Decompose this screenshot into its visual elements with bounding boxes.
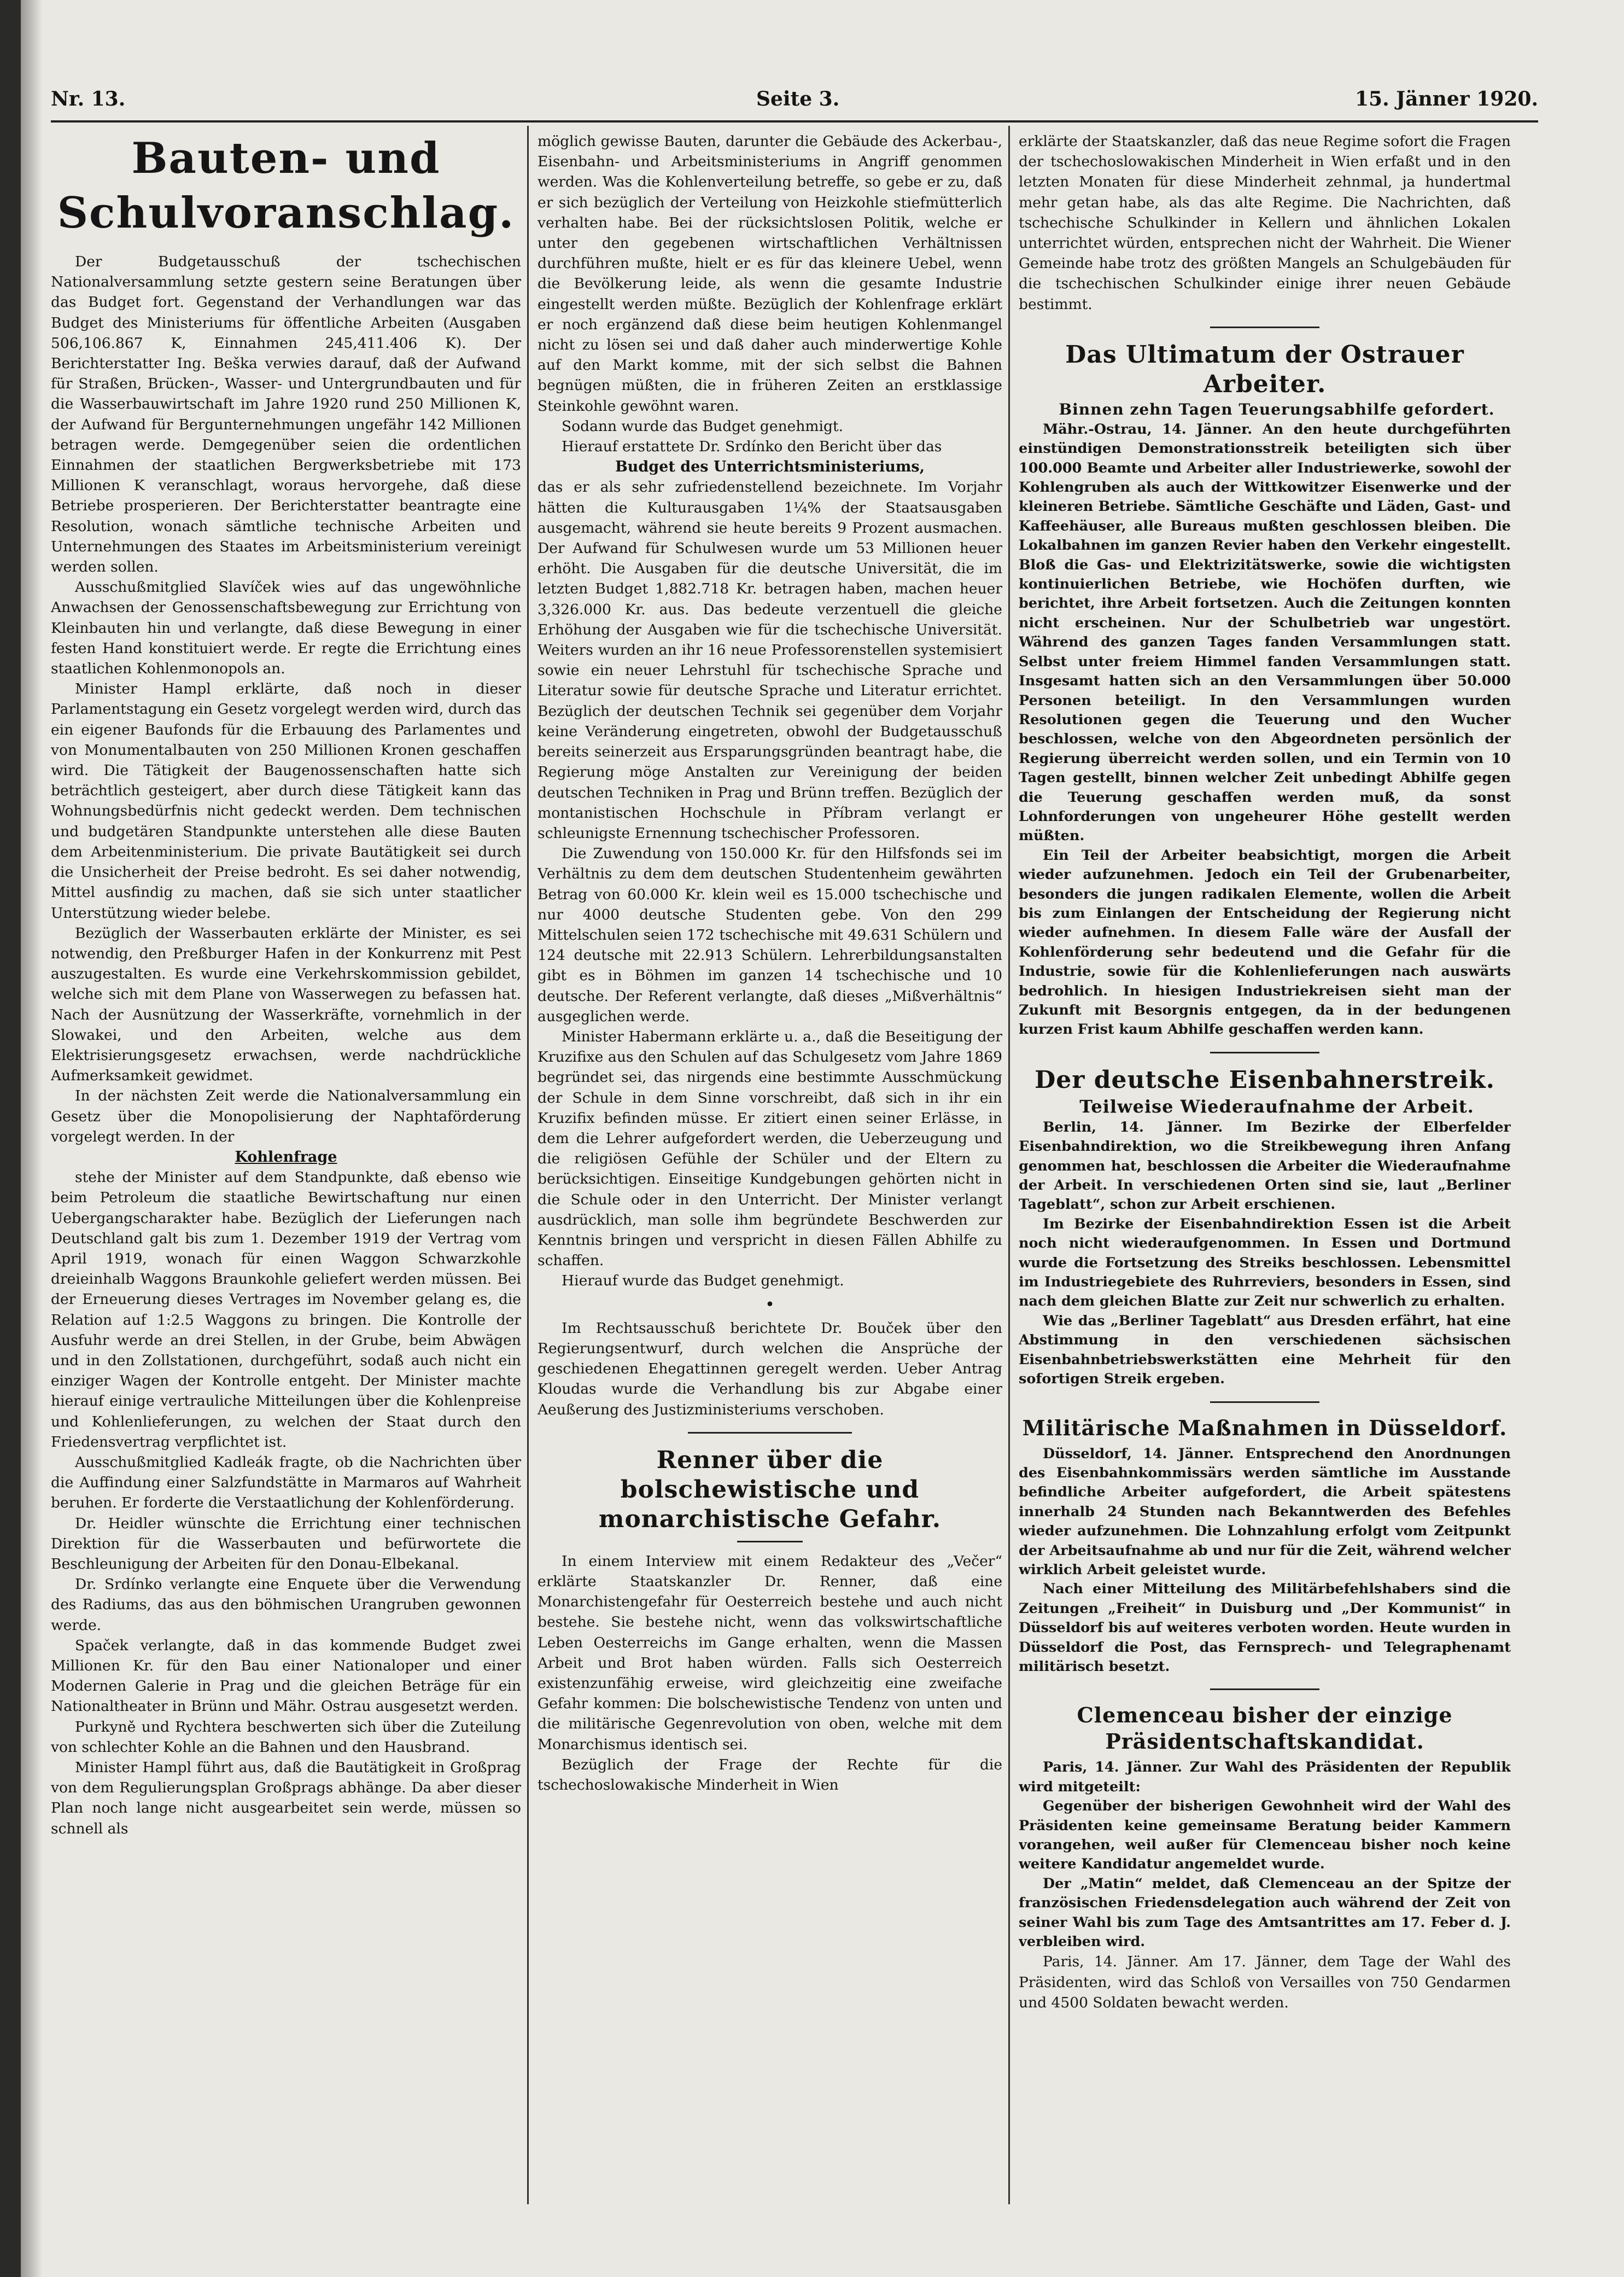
page-header [51,82,1538,115]
article-title: Clemenceau bisher der einzige Präsidentschaftskandidat. [1077,1703,1453,1754]
paragraph: Im Bezirke der Eisenbahndirektion Essen ist die Arbeit noch nicht wiederaufgenommen. In Essen und Dortmund wurde die Fortsetzung des Streiks beschlossen. Lebensmittel im Industriegebiete des Ruhrreviers, besonders in Essen, sind nach dem gleichen Blatte zur Zeit nur schwerlich zu erhalten. [1019,1215,1511,1310]
paragraph: Hierauf wurde das Budget genehmigt. [562,1272,844,1290]
paragraph: Dr. Heidler wünschte die Errichtung einer technischen Direktion für die Wasserbauten und befürwortete die Beschleunigung der Arbeiten für den Donau-Elbekanal. [51,1515,521,1573]
article-title: Renner über die bolschewistische und monarchistische Gefahr. [598,1446,942,1533]
header-rule [51,120,1538,123]
issue-date: 15. Jänner 1920. [1354,88,1538,110]
paragraph: Dr. Srdínko verlangte eine Enquete über die Verwendung des Radiums, das aus den böhmischen Urangruben gewonnen werde. [51,1576,521,1634]
paragraph: Der Budgetausschuß der tschechischen Nationalversammlung setzte gestern seine Beratungen über das Budget fort. Gegenstand der Verhandlungen war das Budget des Ministeriums für öffentliche Arbeiten (Ausgaben 506,106.867 K, Einnahmen 245,411.406 K). Der Berichterstatter Ing. Beška verwies darauf, daß der Aufwand für Straßen, Brücken-, Wasser- und Untergrundbauten und für die Wasserbauwirtschaft im Jahre 1920 rund 250 Millionen K, der Aufwand für Bergunternehmungen ungefähr 142 Millionen betragen werde. Demgegenüber seien die ordentlichen Einnahmen der staatlichen Bergwerksbetriebe mit 173 Millionen K veranschlagt, woraus hervorgehe, daß diese Betriebe prosperieren. Der Berichterstatter beantragte eine Resolution, wonach sämtliche technische Arbeiten und Unternehmungen des Staates im Arbeitsministerium vereinigt werden sollen. [51,253,521,576]
page-number: Seite 3. [756,88,840,110]
paragraph: Paris, 14. Jänner. Zur Wahl des Präsidenten der Republik wird mitgeteilt: [1019,1759,1511,1795]
paragraph: Düsseldorf, 14. Jänner. Entsprechend den Anordnungen des Eisenbahnkommissärs werden sämtliche im Ausstande befindliche Arbeiter aufgefordert, die Arbeit spätestens innerhalb 24 Stunden nach Bekanntwerden des Befehles wieder aufzunehmen. Die Lohnzahlung erfolgt vom Zeitpunkt der Arbeitsaufnahme ab und nur für die Zeit, während welcher wirklich Arbeit geleistet wurde. [1019,1445,1511,1578]
paragraph: stehe der Minister auf dem Standpunkte, daß ebenso wie beim Petroleum die staatliche Bewirtschaftung nur einen Uebergangscharakter habe. Bezüglich der Lieferungen nach Deutschland galt bis zum 1. Dezember 1919 der Vertrag vom April 1919, wonach für einen Waggon Schwarzkohle dreieinhalb Waggons Braunkohle geliefert werden müssen. Bei der Erneuerung dieses Vertrages im November gelang es, die Relation auf 1:2.5 Waggons zu bringen. Die Kontrolle der Ausfuhr werde an drei Stellen, in der Grube, beim Abwägen und in den Zollstationen, durchgeführt, sodaß auch nicht ein einziger Wagen der Kontrolle entgeht. Der Minister machte hierauf einige vertrauliche Mitteilungen über die Kohlenpreise und Kohlenlieferungen, zu welchen der Staat durch den Friedensvertrag verpflichtet ist. [51,1169,521,1451]
paragraph: Mähr.-Ostrau, 14. Jänner. An den heute durchgeführten einstündigen Demonstrationsstreik beteiligten sich über 100.000 Beamte und Arbeiter aller Industriewerke, sowohl der Kohlengruben als auch der Wittkowitzer Eisenwerke und der kleineren Betriebe. Sämtliche Geschäfte und Läden, Gast- und Kaffeehäuser, alle Bureaus mußten geschlossen bleiben. Die Lokalbahnen im ganzen Revier haben den Verkehr eingestellt. Bloß die Gas- und Elektrizitätswerke, sowie die wichtigsten kontinuierlichen Betriebe, wie Hochöfen durften, wie berichtet, ihre Arbeit fortsetzen. Auch die Zeitungen konnten nicht erscheinen. Nur der Schulbetrieb war ungestört. Während des ganzen Tages fanden Versammlungen statt. Selbst unter freiem Himmel fanden Versammlungen statt. Insgesamt hatten sich an den Versammlungen über 50.000 Personen beteiligt. In den Versammlungen wurden Resolutionen gegen die Teuerung und den Wucher beschlossen, welche von den Abgeordneten persönlich der Regierung überreicht werden sollen, und ein Termin von 10 Tagen gestellt, binnen welcher Zeit unbedingt Abhilfe gegen die Teuerung geschaffen werden muß, da sonst Lohnforderungen von ungeheurer Höhe gestellt werden müßten. [1019,421,1511,845]
section-rule [1210,1401,1319,1403]
article-title: Militärische Maßnahmen in Düsseldorf. [1022,1415,1508,1440]
paragraph: In einem Interview mit einem Redakteur des „Večer“ erklärte Staatskanzler Dr. Renner, daß eine Monarchistengefahr für Oesterreich bestehe und auch nicht bestehe. Sie bestehe nicht, wenn das volkswirtschaftliche Leben Oesterreichs im Gange erhalten, wenn die Massen Arbeit und Brot haben würden. Falls sich Oesterreich existenzunfähig erweise, wird gleichzeitig eine zweifache Gefahr kommen: Die bolschewistische Tendenz von unten und die militärische Gegenrevolution von oben, welche mit dem Monarchismus identisch sei. [538,1552,1002,1753]
section-rule [688,1432,852,1434]
paragraph: möglich gewisse Bauten, darunter die Gebäude des Ackerbau-, Eisenbahn- und Arbeitsministeriums in Angriff genommen werden. Was die Kohlenverteilung betreffe, so gebe er zu, daß er sich bezüglich der Verteilung von Heizkohle stiefmütterlich verhalten habe. Bei der rücksichtslosen Politik, welche er unter den gegebenen wirtschaftlichen Verhältnissen durchführen mußte, hielt er es für das kleinere Uebel, wenn die Bevölkerung leide, als wenn die gesamte Industrie eingestellt werden müßte. Bezüglich der Kohlenfrage erklärt er noch ergänzend daß diese beim heutigen Kohlenmangel nicht zu lösen sei und daß daher auch minderwertige Kohle auf den Markt komme, mit der sich selbst die Bahnen begnügen müßten, die in früheren Zeiten an erstklassige Steinkohle gewöhnt waren. [538,133,1002,415]
paragraph: Im Rechtsausschuß berichtete Dr. Bouček über den Regierungsentwurf, durch welchen die Ansprüche der geschiedenen Ehegattinnen geregelt werden. Ueber Antrag Kloudas wurde die Verhandlung bis zur Abgabe einer Aeußerung des Justizministeriums verschoben. [538,1319,1002,1418]
paragraph: Ein Teil der Arbeiter beabsichtigt, morgen die Arbeit wieder aufzunehmen. Jedoch ein Teil der Grubenarbeiter, besonders die jungen radikalen Elemente, wollen die Arbeit bis zum Einlangen der Entscheidung der Regierung nicht wieder aufnehmen. In diesem Falle wäre der Ausfall der Kohlenförderung sehr bedeutend und die Gefahr für die Industrie, sowie für die Kohlenlieferungen nach auswärts bedrohlich. In hiesigen Industriekreisen sieht man der Zukunft mit Besorgnis entgegen, da in der bedungenen kurzen Frist kaum Abhilfe geschaffen werden kann. [1019,847,1511,1038]
section-rule [1210,1688,1319,1690]
paragraph: Ausschußmitglied Kadleák fragte, ob die Nachrichten über die Auffindung einer Salzfundstätte in Marmaros auf Wahrheit beruhen. Er forderte die Verstaatlichung der Kohlenförderung. [51,1453,521,1512]
article-subtitle: Teilweise Wiederaufnahme der Arbeit. [1079,1096,1474,1117]
paragraph: Ausschußmitglied Slavíček wies auf das ungewöhnliche Anwachsen der Genossenschaftsbewegung zur Errichtung von Kleinbauten hin und verlangte, daß diese Bewegung in einer festen Hand konstituiert werde. Er regte die Errichtung eines staatlichen Kohlenmonopols an. [51,579,521,678]
page-edge-shadow [21,0,43,2277]
paragraph: Bezüglich der Frage der Rechte für die tschechoslowakische Minderheit in Wien [538,1756,1002,1794]
section-rule [1210,327,1319,328]
newspaper-page [21,0,1624,2277]
paragraph: Minister Hampl erklärte, daß noch in dieser Parlamentstagung ein Gesetz vorgelegt werden wird, durch das ein eigener Baufonds für die Erbauung des Parlamentes und von Monumentalbauten von 250 Millionen Kronen geschaffen wird. Die Tätigkeit der Baugenossenschaften hatte sich beträchtlich gesteigert, aber durch diese Tätigkeit kann das Wohnungsbedürfnis nicht gedeckt werden. Dem technischen und budgetären Standpunkte unterstehen alle diese Bauten dem Arbeitenministerium. Die private Bautätigkeit sei durch die Unsicherheit der Preise bedroht. Es sei daher notwendig, Mittel ausfindig zu machen, daß sie sich unter staatlicher Unterstützung wieder belebe. [51,680,521,922]
column-3 [1019,131,1511,2221]
column-2 [538,131,1002,2221]
paragraph: Sodann wurde das Budget genehmigt. [562,417,844,435]
column-divider [527,126,529,2204]
paragraph: Minister Hampl führt aus, daß die Bautätigkeit in Großprag von dem Regulierungsplan Großprags abhänge. Da aber dieser Plan noch lange nicht ausgearbeitet sein werde, müssen so schnell als [51,1759,521,1837]
article-title: Bauten- und Schulvoranschlag. [57,133,515,238]
paragraph: Spaček verlangte, daß in das kommende Budget zwei Millionen Kr. für den Bau einer Nationaloper und einer Modernen Galerie in Prag und die gleichen Beträge für ein Nationaltheater in Brünn und Mähr. Ostrau ausgesetzt werden. [51,1637,521,1715]
section-subheading: Budget des Unterrichtsministeriums, [615,458,925,476]
paragraph: erklärte der Staatskanzler, daß das neue Regime sofort die Fragen der tschechoslowakischen Minderheit in Wien erfaßt und in den letzten Monaten für diese Minderheit zehnmal, ja hundertmal mehr getan habe, als das alte Regime. Die Nachrichten, daß tschechische Schulkinder in Kellern und ähnlichen Lokalen unterrichtet würden, entsprechen nicht der Wahrheit. Die Wiener Gemeinde habe trotz des größten Mangels an Schulgebäuden für die tschechischen Schulkinder einige ihrer neuen Gebäude bestimmt. [1019,133,1511,313]
section-subheading: Kohlenfrage [235,1148,337,1166]
section-rule [1210,1052,1319,1053]
paragraph: das er als sehr zufriedenstellend bezeichnete. Im Vorjahr hätten die Kulturausgaben 1¼% der Staatsausgaben ausgemacht, während sie heute bereits 9 Prozent ausmachen. Der Aufwand für Schulwesen wurde um 53 Millionen heuer erhöht. Die Ausgaben für die deutsche Universität, die im letzten Budget 1,882.718 Kr. betragen haben, machen heuer 3,326.000 Kr. aus. Das bedeute verzentuell die gleiche Erhöhung der Ausgaben wie für die tschechische Universität. Weiters wurden an ihr 16 neue Professorenstellen systemisiert sowie ein neuer Lehrstuhl für tschechische Sprache und Literatur sowie für deutsche Sprache und Literatur errichtet. Bezüglich der deutschen Technik sei gegenüber dem Vorjahr keine Veränderung eingetreten, obwohl der Budgetausschuß bereits seinerzeit aus Ersparungsgründen beantragt habe, die Regierung möge Anstalten zur Vereinigung der beiden deutschen Techniken in Prag und Brünn treffen. Bezüglich der montanistischen Hochschule in Příbram verlangt er schleunigste Ernennung tschechischer Professoren. [538,479,1002,842]
paragraph: Die Zuwendung von 150.000 Kr. für den Hilfsfonds sei im Verhältnis zu dem dem deutschen Studentenheim gewährten Betrag von 60.000 Kr. klein weil es 15.000 tschechische und nur 4000 deutsche Studenten gebe. Von den 299 Mittelschulen seien 172 tschechische mit 49.631 Schülern und 124 deutsche mit 22.913 Schülern. Lehrerbildungsanstalten gibt es in Böhmen im ganzen 14 tschechische und 10 deutsche. Der Referent verlangte, daß dieses „Mißverhältnis“ ausgeglichen werde. [538,845,1002,1025]
section-rule [737,1541,803,1542]
paragraph: Bezüglich der Wasserbauten erklärte der Minister, es sei notwendig, den Preßburger Hafen in der Konkurrenz mit Pest auszugestalten. Es wurde eine Verkehrskommission gebildet, welche sich mit dem Plane von Wasserwegen zu befassen hat. Nach der Ausnützung der Wasserkräfte, vornehmlich in der Slowakei, und den Arbeiten, welche aus dem Elektrisierungsgesetz erwachsen, werde nachdrückliche Aufmerksamkeit gewidmet. [51,924,521,1085]
paragraph: Gegenüber der bisherigen Gewohnheit wird der Wahl des Präsidenten keine gemeinsame Beratung beider Kammern vorangehen, weil außer für Clemenceau bisher noch keine weitere Kandidatur angemeldet wurde. [1019,1798,1511,1873]
issue-number: Nr. 13. [51,88,126,110]
paragraph: Wie das „Berliner Tageblatt“ aus Dresden erfährt, hat eine Abstimmung in den verschiedenen sächsischen Eisenbahnbetriebswerkstätten eine Mehrheit für den sofortigen Streik ergeben. [1019,1312,1511,1388]
column-1 [51,131,521,2221]
paragraph: Hierauf erstattete Dr. Srdínko den Bericht über das [562,438,942,456]
paragraph: In der nächsten Zeit werde die Nationalversammlung ein Gesetz über die Monopolisierung der Naphtaförderung vorgelegt werden. In der [51,1087,521,1145]
paragraph: Der „Matin“ meldet, daß Clemenceau an der Spitze der französischen Friedensdelegation auch während der Zeit von seiner Wahl bis zum Tage des Amtsantrittes am 17. Feber d. J. verbleiben wird. [1019,1875,1511,1950]
article-title: Das Ultimatum der Ostrauer Arbeiter. [1065,340,1464,398]
paragraph: Nach einer Mitteilung des Militärbefehlshabers sind die Zeitungen „Freiheit“ in Duisburg und „Der Kommunist“ in Düsseldorf bis auf weiteres verboten worden. Heute wurden in Düsseldorf die Post, das Fernsprech- und Telegraphenamt militärisch besetzt. [1019,1581,1511,1675]
article-title: Der deutsche Eisenbahnerstreik. [1035,1065,1495,1094]
separator-bullet: • [765,1295,775,1314]
column-divider [1008,126,1010,2204]
paragraph: Berlin, 14. Jänner. Im Bezirke der Elberfelder Eisenbahndirektion, wo die Streikbewegung ihren Anfang genommen hat, beschlossen die Arbeiter die Wiederaufnahme der Arbeit. In verschiedenen Orten sind sie, laut „Berliner Tageblatt“, schon zur Arbeit erschienen. [1019,1119,1511,1213]
paragraph: Purkyně und Rychtera beschwerten sich über die Zuteilung von schlechter Kohle an die Bahnen und den Hausbrand. [51,1718,521,1756]
paragraph: Minister Habermann erklärte u. a., daß die Beseitigung der Kruzifixe aus den Schulen auf das Schulgesetz vom Jahre 1869 begründet sei, das nirgends eine bestimmte Ausschmückung der Schule in dem Sinne vorschreibt, daß sich in ihr ein Kruzifix befinden müsse. Er zitiert einen seiner Erlässe, in dem die Lehrer aufgefordert werden, die Ueberzeugung und die religiösen Gefühle der Schüler und der Eltern zu berücksichtigen. Einseitige Kundgebungen gehörten nicht in die Schule oder in den Unterricht. Der Minister verlangt ausdrücklich, man solle ihm begründete Beschwerden zur Kenntnis bringen und verspricht in diesen Fällen Abhilfe zu schaffen. [538,1028,1002,1269]
paragraph: Paris, 14. Jänner. Am 17. Jänner, dem Tage der Wahl des Präsidenten, wird das Schloß von Versailles von 750 Gendarmen und 4500 Soldaten bewacht werden. [1019,1953,1511,2011]
article-subtitle: Binnen zehn Tagen Teuerungsabhilfe gefordert. [1059,400,1495,418]
